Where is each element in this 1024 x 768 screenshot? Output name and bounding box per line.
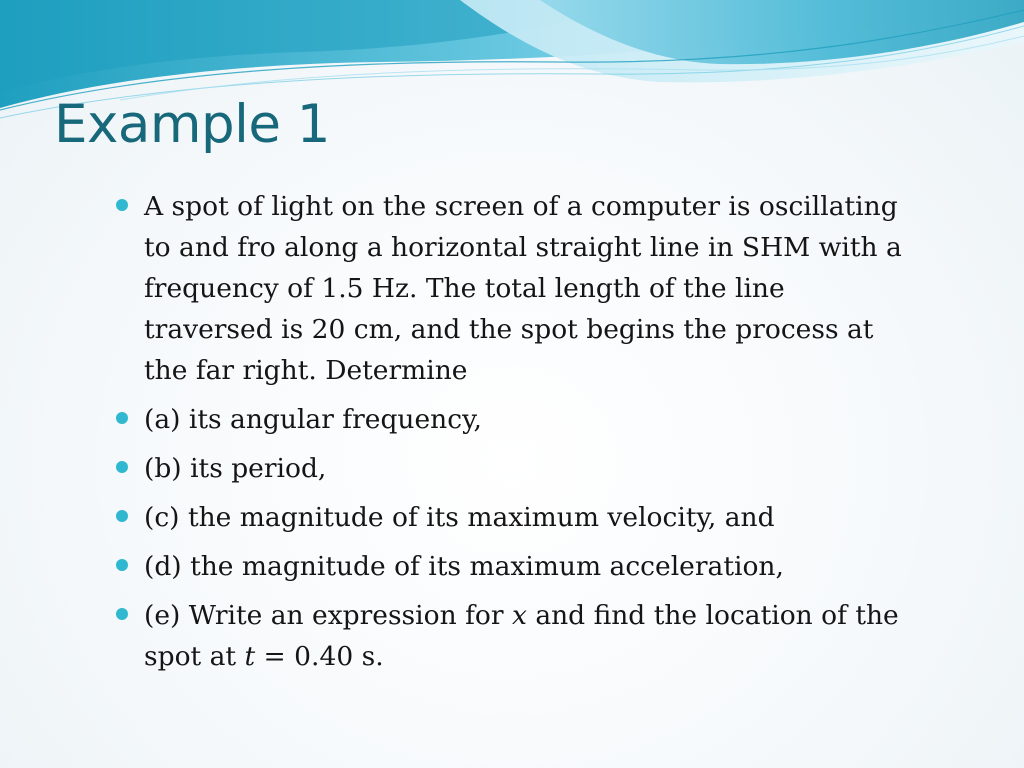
question-d: (d) the magnitude of its maximum acceleration, [144,551,784,582]
question-a: (a) its angular frequency, [144,404,482,435]
question-c: (c) the magnitude of its maximum velocity, and [144,502,775,533]
question-e-text-3: = 0.40 s. [255,641,384,672]
list-item [111,497,911,538]
list-item [111,595,911,677]
question-e [144,600,899,672]
bullet-dot-icon [116,199,128,211]
bullet-dot-icon [116,608,128,620]
variable-t: t [244,641,256,672]
list-item [111,546,911,587]
bullet-dot-icon [116,412,128,424]
question-b: (b) its period, [144,453,327,484]
question-e-text-2: and find the location of the spot at [144,600,899,672]
bullet-dot-icon [116,559,128,571]
list-item [111,399,911,440]
list-item [111,448,911,489]
bullet-list [111,186,911,685]
list-item [111,186,911,391]
problem-statement: A spot of light on the screen of a computer is oscillating to and fro along a horizontal straight line in SHM with a frequency of 1.5 Hz. The total length of the line traversed is 20 cm, and the spot begins the process at the far right. Determine [144,191,902,386]
question-e-text-1: (e) Write an expression for [144,600,512,631]
variable-x: x [511,600,527,631]
bullet-dot-icon [116,461,128,473]
slide-title: Example 1 [54,94,331,155]
bullet-dot-icon [116,510,128,522]
